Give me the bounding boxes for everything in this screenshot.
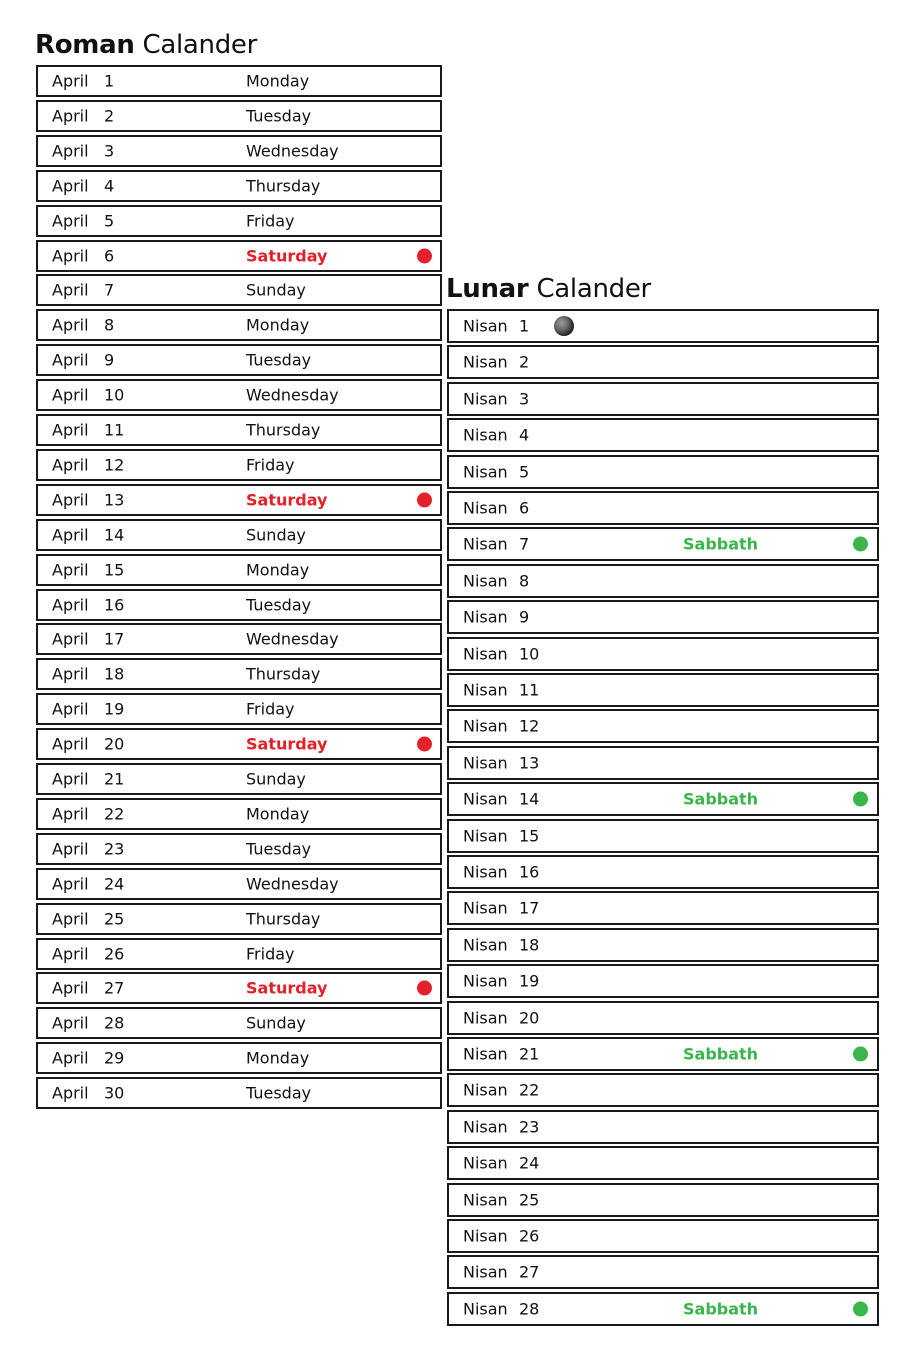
day-number: 27 [104, 978, 125, 998]
lunar-calendar-title [446, 274, 651, 304]
saturday-dot-icon [417, 737, 432, 752]
weekday-label: Friday [246, 455, 295, 475]
day-number: 8 [519, 571, 530, 591]
sabbath-label: Sabbath [683, 1299, 759, 1319]
day-number: 20 [519, 1008, 540, 1028]
roman-row [36, 728, 442, 760]
month-label: Nisan [463, 1299, 508, 1319]
lunar-row [447, 600, 879, 634]
roman-row [36, 449, 442, 481]
month-label: April [52, 839, 89, 859]
roman-title-strong: Roman [35, 30, 135, 60]
day-number: 4 [104, 176, 115, 196]
month-label: April [52, 106, 89, 126]
month-label: April [52, 246, 89, 265]
day-number: 23 [104, 839, 125, 859]
weekday-label: Monday [246, 71, 310, 91]
weekday-label: Saturday [246, 978, 328, 998]
weekday-label: Friday [246, 699, 295, 719]
weekday-label: Saturday [246, 490, 328, 510]
saturday-dot-icon [417, 981, 432, 996]
month-label: Nisan [463, 316, 508, 336]
month-label: Nisan [463, 898, 508, 918]
lunar-row [447, 964, 879, 998]
month-label: April [52, 944, 89, 963]
day-number: 23 [519, 1117, 540, 1137]
sabbath-dot-icon [853, 1301, 868, 1316]
roman-row [36, 100, 442, 132]
roman-row [36, 65, 442, 97]
day-number: 7 [519, 534, 530, 554]
sabbath-dot-icon [853, 1047, 868, 1062]
weekday-label: Tuesday [246, 1083, 312, 1103]
month-label: Nisan [463, 753, 508, 773]
weekday-label: Wednesday [246, 629, 339, 649]
month-label: Nisan [463, 1080, 508, 1100]
month-label: Nisan [463, 716, 508, 736]
roman-row [36, 205, 442, 237]
day-number: 13 [104, 490, 125, 510]
month-label: Nisan [463, 462, 508, 482]
roman-row [36, 763, 442, 795]
month-label: April [52, 280, 89, 300]
weekday-label: Monday [246, 315, 310, 335]
day-number: 2 [104, 106, 115, 126]
day-number: 3 [519, 389, 530, 409]
roman-row [36, 240, 442, 272]
month-label: April [52, 211, 89, 231]
weekday-label: Sunday [246, 769, 306, 789]
day-number: 12 [519, 716, 540, 736]
roman-row [36, 972, 442, 1004]
day-number: 8 [104, 315, 115, 335]
roman-row [36, 274, 442, 306]
lunar-row [447, 491, 879, 525]
month-label: Nisan [463, 534, 508, 554]
lunar-row [447, 1001, 879, 1035]
month-label: Nisan [463, 571, 508, 591]
lunar-row [447, 673, 879, 707]
roman-row [36, 414, 442, 446]
lunar-row [447, 782, 879, 816]
saturday-dot-icon [417, 248, 432, 263]
weekday-label: Wednesday [246, 385, 339, 405]
roman-row [36, 868, 442, 900]
month-label: Nisan [463, 826, 508, 846]
month-label: Nisan [463, 1190, 508, 1210]
roman-title-light: Calander [142, 30, 258, 60]
roman-row [36, 484, 442, 516]
lunar-row [447, 1219, 879, 1253]
day-number: 2 [519, 352, 530, 372]
day-number: 11 [104, 420, 125, 440]
day-number: 12 [104, 455, 125, 475]
month-label: April [52, 385, 89, 405]
day-number: 5 [519, 462, 530, 482]
month-label: April [52, 490, 89, 510]
day-number: 30 [104, 1083, 125, 1103]
lunar-row [447, 1073, 879, 1107]
day-number: 15 [104, 560, 125, 580]
lunar-row [447, 455, 879, 489]
day-number: 25 [104, 909, 125, 929]
day-number: 15 [519, 826, 540, 846]
day-number: 22 [104, 804, 125, 824]
sabbath-dot-icon [853, 792, 868, 807]
sabbath-label: Sabbath [683, 1044, 759, 1064]
lunar-row [447, 382, 879, 416]
month-label: April [52, 420, 89, 440]
weekday-label: Saturday [246, 734, 328, 754]
day-number: 10 [104, 385, 125, 405]
lunar-row [447, 1183, 879, 1217]
month-label: April [52, 804, 89, 824]
day-number: 16 [104, 595, 125, 614]
lunar-row [447, 637, 879, 671]
month-label: April [52, 595, 89, 614]
month-label: April [52, 350, 89, 370]
day-number: 1 [104, 71, 115, 91]
month-label: Nisan [463, 1008, 508, 1028]
weekday-label: Thursday [246, 176, 321, 196]
roman-row [36, 938, 442, 970]
month-label: Nisan [463, 352, 508, 372]
roman-row [36, 554, 442, 586]
weekday-label: Sunday [246, 525, 306, 545]
day-number: 26 [519, 1226, 540, 1246]
day-number: 24 [104, 874, 125, 894]
weekday-label: Monday [246, 560, 310, 580]
lunar-row [447, 746, 879, 780]
day-number: 6 [104, 246, 115, 265]
day-number: 6 [519, 498, 530, 518]
weekday-label: Tuesday [246, 350, 312, 370]
month-label: April [52, 315, 89, 335]
month-label: Nisan [463, 425, 508, 445]
day-number: 26 [104, 944, 125, 963]
month-label: April [52, 455, 89, 475]
roman-row [36, 170, 442, 202]
day-number: 10 [519, 644, 540, 664]
lunar-row [447, 418, 879, 452]
month-label: April [52, 874, 89, 894]
weekday-label: Sunday [246, 280, 306, 300]
lunar-row [447, 819, 879, 853]
day-number: 7 [104, 280, 115, 300]
roman-row [36, 623, 442, 655]
roman-row [36, 658, 442, 690]
month-label: April [52, 629, 89, 649]
month-label: Nisan [463, 1117, 508, 1137]
roman-row [36, 903, 442, 935]
weekday-label: Thursday [246, 664, 321, 684]
month-label: April [52, 734, 89, 754]
lunar-row [447, 891, 879, 925]
weekday-label: Monday [246, 1048, 310, 1068]
weekday-label: Thursday [246, 420, 321, 440]
month-label: Nisan [463, 789, 508, 809]
weekday-label: Friday [246, 211, 295, 231]
roman-row [36, 309, 442, 341]
lunar-row [447, 1292, 879, 1326]
weekday-label: Tuesday [246, 595, 312, 614]
lunar-row [447, 564, 879, 598]
weekday-label: Wednesday [246, 141, 339, 161]
weekday-label: Sunday [246, 1013, 306, 1033]
day-number: 14 [104, 525, 125, 545]
month-label: Nisan [463, 862, 508, 882]
month-label: Nisan [463, 1262, 508, 1282]
lunar-row [447, 1255, 879, 1289]
weekday-label: Tuesday [246, 839, 312, 859]
day-number: 18 [104, 664, 125, 684]
day-number: 13 [519, 753, 540, 773]
month-label: Nisan [463, 680, 508, 700]
month-label: April [52, 1083, 89, 1103]
weekday-label: Thursday [246, 909, 321, 929]
month-label: Nisan [463, 1044, 508, 1064]
roman-row [36, 589, 442, 621]
month-label: April [52, 560, 89, 580]
day-number: 21 [104, 769, 125, 789]
lunar-row [447, 1110, 879, 1144]
day-number: 14 [519, 789, 540, 809]
lunar-row [447, 855, 879, 889]
weekday-label: Monday [246, 804, 310, 824]
roman-row [36, 344, 442, 376]
month-label: April [52, 71, 89, 91]
lunar-row [447, 1146, 879, 1180]
month-label: April [52, 176, 89, 196]
day-number: 29 [104, 1048, 125, 1068]
day-number: 9 [104, 350, 115, 370]
roman-row [36, 379, 442, 411]
lunar-row [447, 709, 879, 743]
month-label: Nisan [463, 1226, 508, 1246]
day-number: 18 [519, 935, 540, 955]
day-number: 5 [104, 211, 115, 231]
month-label: April [52, 664, 89, 684]
weekday-label: Tuesday [246, 106, 312, 126]
day-number: 17 [519, 898, 540, 918]
weekday-label: Friday [246, 944, 295, 963]
month-label: April [52, 525, 89, 545]
lunar-row [447, 527, 879, 561]
saturday-dot-icon [417, 492, 432, 507]
day-number: 24 [519, 1153, 540, 1173]
lunar-row [447, 345, 879, 379]
day-number: 21 [519, 1044, 540, 1064]
month-label: Nisan [463, 389, 508, 409]
sabbath-label: Sabbath [683, 534, 759, 554]
lunar-row [447, 1037, 879, 1071]
roman-row [36, 519, 442, 551]
weekday-label: Saturday [246, 246, 328, 265]
weekday-label: Wednesday [246, 874, 339, 894]
roman-row [36, 135, 442, 167]
day-number: 17 [104, 629, 125, 649]
roman-row [36, 798, 442, 830]
lunar-title-light: Calander [536, 274, 651, 304]
day-number: 28 [104, 1013, 125, 1033]
day-number: 25 [519, 1190, 540, 1210]
month-label: April [52, 141, 89, 161]
day-number: 1 [519, 316, 530, 336]
month-label: Nisan [463, 1153, 508, 1173]
lunar-row [447, 309, 879, 343]
month-label: April [52, 699, 89, 719]
roman-row [36, 693, 442, 725]
day-number: 28 [519, 1299, 540, 1319]
day-number: 3 [104, 141, 115, 161]
day-number: 19 [519, 971, 540, 991]
month-label: Nisan [463, 607, 508, 627]
roman-row [36, 833, 442, 865]
day-number: 22 [519, 1080, 540, 1100]
month-label: April [52, 978, 89, 998]
month-label: Nisan [463, 644, 508, 664]
month-label: April [52, 1048, 89, 1068]
day-number: 4 [519, 425, 530, 445]
day-number: 27 [519, 1262, 540, 1282]
month-label: April [52, 769, 89, 789]
roman-row [36, 1077, 442, 1109]
month-label: April [52, 1013, 89, 1033]
month-label: Nisan [463, 498, 508, 518]
sabbath-label: Sabbath [683, 789, 759, 809]
day-number: 16 [519, 862, 540, 882]
roman-row [36, 1042, 442, 1074]
lunar-title-strong: Lunar [446, 274, 529, 304]
day-number: 9 [519, 607, 530, 627]
day-number: 20 [104, 734, 125, 754]
month-label: Nisan [463, 935, 508, 955]
moon-icon [554, 316, 574, 336]
month-label: Nisan [463, 971, 508, 991]
lunar-row [447, 928, 879, 962]
sabbath-dot-icon [853, 537, 868, 552]
roman-row [36, 1007, 442, 1039]
day-number: 19 [104, 699, 125, 719]
roman-calendar-title [35, 30, 257, 60]
month-label: April [52, 909, 89, 929]
day-number: 11 [519, 680, 540, 700]
